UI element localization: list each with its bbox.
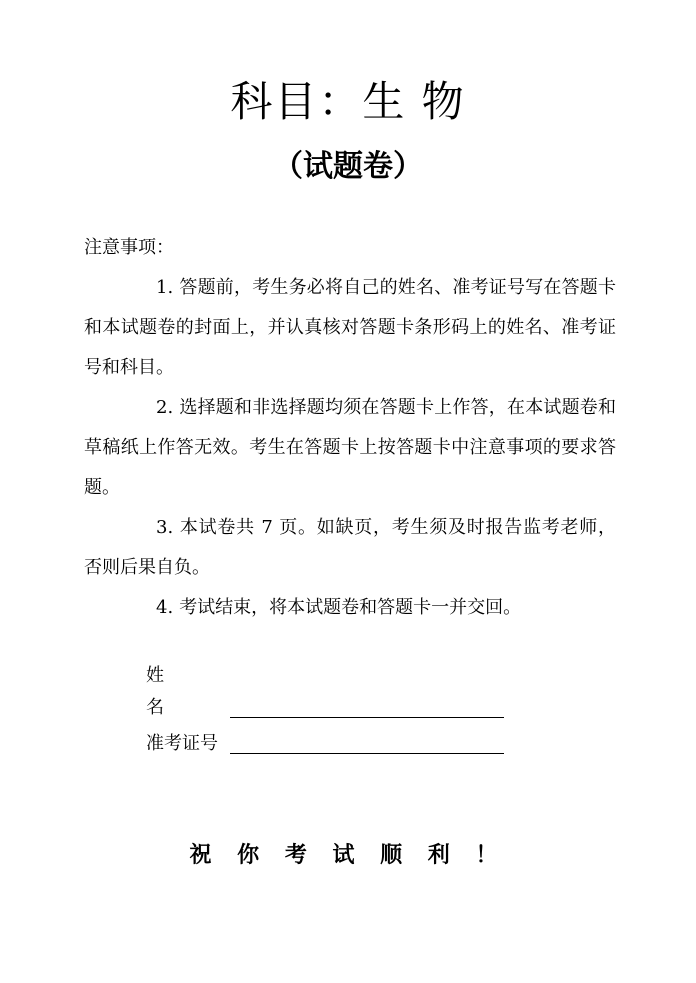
closing-message: 祝 你 考 试 顺 利 ！ [189,843,507,868]
name-field-label: 姓名 [146,665,209,718]
note-number: 4. [156,597,174,618]
note-item-3 [84,508,616,588]
note-text: 答题前，考生务必将自己的姓名、准考证号写在答题卡和本试题卷的封面上，并认真核对答题卡条形码上的姓名、准考证号和科目。 [84,277,616,378]
note-item-2 [84,388,616,508]
note-number: 3. [156,517,174,538]
page-title: 科目：生 物 [230,77,466,126]
exam-id-field-label: 准考证号 [146,733,218,754]
name-field [146,660,504,724]
note-text: 选择题和非选择题均须在答题卡上作答，在本试题卷和草稿纸上作答无效。考生在答题卡上按答题卡中注意事项的要求答题。 [84,397,616,498]
note-number: 2. [156,397,174,418]
name-field-line[interactable] [230,717,504,718]
notes-heading: 注意事项： [84,237,174,258]
exam-id-field-line[interactable] [230,753,504,754]
note-text: 本试卷共 7 页。如缺页，考生须及时报告监考老师，否则后果自负。 [84,517,616,578]
exam-id-field [146,728,504,760]
note-number: 1. [156,277,174,298]
note-text: 考试结束，将本试题卷和答题卡一并交回。 [179,597,522,618]
notes-section [84,228,616,628]
page-subtitle: （试题卷） [273,149,423,184]
note-item-1 [84,268,616,388]
note-item-4 [84,588,616,628]
